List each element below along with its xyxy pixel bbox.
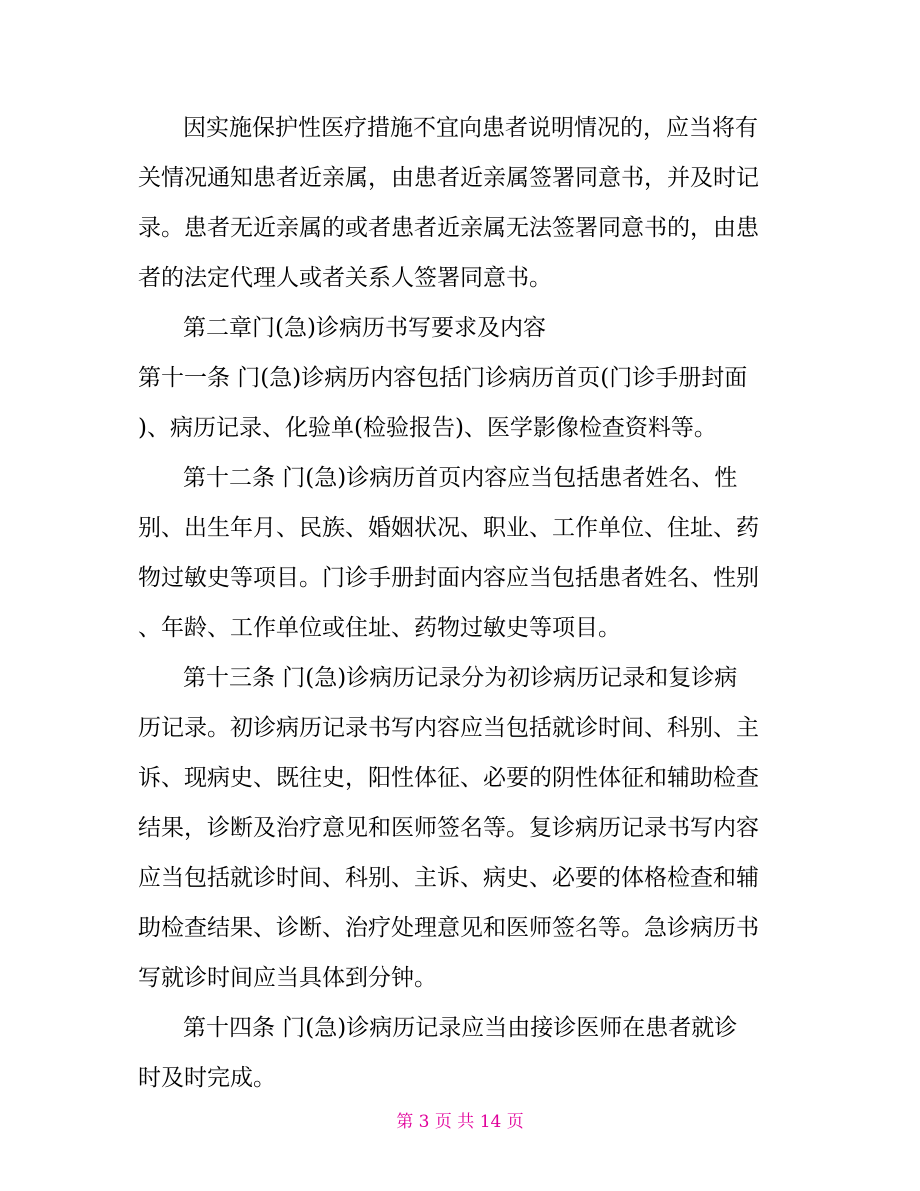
paragraph-line: 、年龄、工作单位或住址、药物过敏史等项目。 bbox=[138, 615, 621, 641]
paragraph-line: 录。患者无近亲属的或者患者近亲属无法签署同意书的，由患 bbox=[138, 215, 759, 241]
paragraph-line: )、病历记录、化验单(检验报告)、医学影像检查资料等。 bbox=[138, 415, 717, 441]
paragraph-line: 物过敏史等项目。门诊手册封面内容应当包括患者姓名、性别 bbox=[138, 565, 759, 591]
paragraph-line: 时及时完成。 bbox=[138, 1065, 276, 1091]
paragraph-line: 助检查结果、诊断、治疗处理意见和医师签名等。急诊病历书 bbox=[138, 915, 759, 941]
paragraph-line: 第十一条 门(急)诊病历内容包括门诊病历首页(门诊手册封面 bbox=[138, 365, 748, 391]
paragraph-line: 诉、现病史、既往史，阳性体征、必要的阴性体征和辅助检查 bbox=[138, 765, 759, 791]
paragraph-line: 第十三条 门(急)诊病历记录分为初诊病历记录和复诊病 bbox=[183, 665, 738, 691]
chapter-heading: 第二章门(急)诊病历书写要求及内容 bbox=[183, 315, 546, 341]
paragraph-line: 第十四条 门(急)诊病历记录应当由接诊医师在患者就诊 bbox=[183, 1015, 738, 1041]
paragraph-line: 应当包括就诊时间、科别、主诉、病史、必要的体格检查和辅 bbox=[138, 865, 759, 891]
paragraph-line: 者的法定代理人或者关系人签署同意书。 bbox=[138, 265, 552, 291]
paragraph-line: 历记录。初诊病历记录书写内容应当包括就诊时间、科别、主 bbox=[138, 715, 759, 741]
paragraph-line: 第十二条 门(急)诊病历首页内容应当包括患者姓名、性 bbox=[183, 465, 738, 491]
paragraph-line: 写就诊时间应当具体到分钟。 bbox=[138, 965, 437, 991]
paragraph-line: 因实施保护性医疗措施不宜向患者说明情况的，应当将有 bbox=[183, 115, 758, 141]
paragraph-line: 结果，诊断及治疗意见和医师签名等。复诊病历记录书写内容 bbox=[138, 815, 759, 841]
paragraph-line: 别、出生年月、民族、婚姻状况、职业、工作单位、住址、药 bbox=[138, 515, 759, 541]
paragraph-line: 关情况通知患者近亲属，由患者近亲属签署同意书，并及时记 bbox=[138, 165, 759, 191]
page-number-footer: 第 3 页 共 14 页 bbox=[396, 1112, 524, 1132]
